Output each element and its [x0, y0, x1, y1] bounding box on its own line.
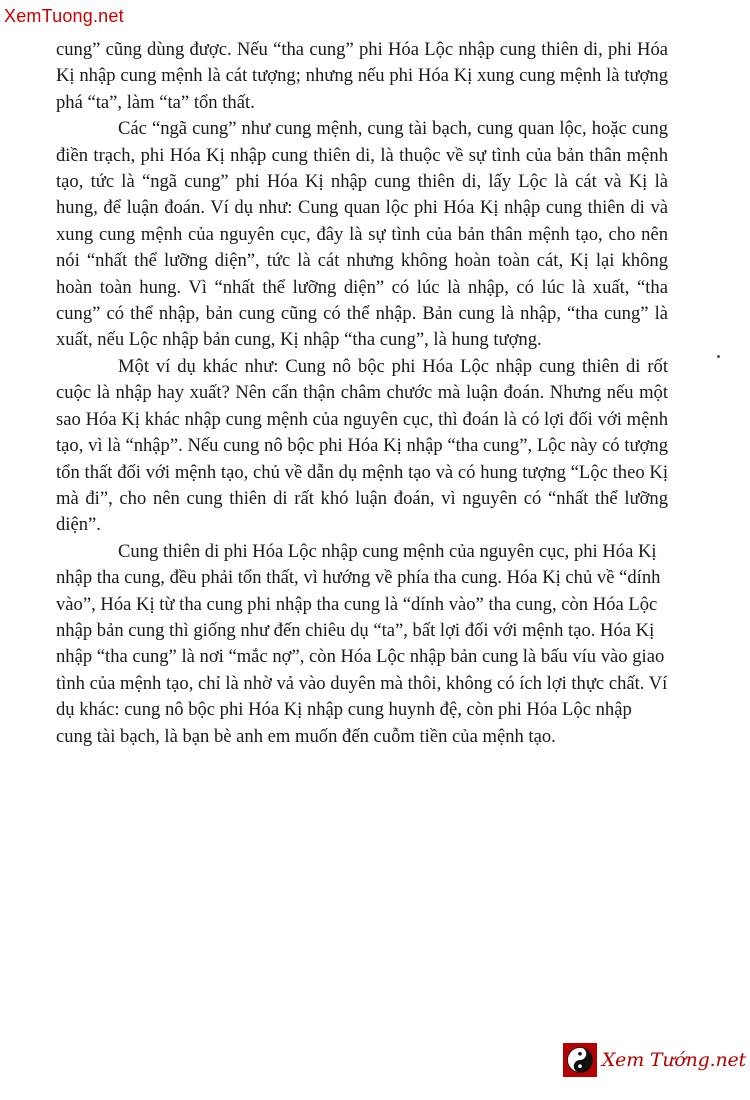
document-body: [56, 37, 668, 750]
paragraph-3: Một ví dụ khác như: Cung nô bộc phi Hóa Lộc nhập cung thiên di rốt cuộc là nhập hay xuất? Nên cẩn thận châm chước mà luận đoán. Nhưng nếu một sao Hóa Kị khác nhập cung mệnh của nguyên cục, thì đoán là có lợi đối với mệnh tạo, vì là “nhập”. Nếu cung nô bộc phi Hóa Kị nhập “tha cung”, Lộc này có tượng tổn thất đối với mệnh tạo, chủ về dẫn dụ mệnh tạo và có hung tượng “Lộc theo Kị mà đi”, cho nên cung thiên di rất khó luận đoán, vì nguyên có “nhất thể lưỡng diện”.: [56, 355, 668, 536]
paragraph-2: Các “ngã cung” như cung mệnh, cung tài bạch, cung quan lộc, hoặc cung điền trạch, phi Hóa Kị nhập cung thiên di, là thuộc về sự tình của bản thân mệnh tạo, tức là “ngã cung” phi Hóa Kị nhập cung thiên di, lấy Lộc là cát và Kị là hung, để luận đoán. Ví dụ như: Cung quan lộc phi Hóa Kị nhập cung thiên di và xung cung mệnh của nguyên cục, đây là sự tình của bản thân mệnh tạo, cho nên nói “nhất thể lưỡng diện”, tức là cát nhưng không hoàn toàn cát, Kị lại không hoàn toàn hung. Vì “nhất thể lưỡng diện” có lúc là nhập, có lúc là xuất, “tha cung” có thể nhập, bản cung cũng có thể nhập. Bản cung là nhập, “tha cung” là xuất, nếu Lộc nhập bản cung, Kị nhập “tha cung”, là hung tượng.: [56, 118, 668, 351]
yin-yang-icon: [567, 1047, 593, 1073]
watermark-text: XemTuong.net: [4, 6, 124, 26]
logo-text: Xem Tướng.net: [601, 1049, 746, 1071]
scan-speck: [717, 355, 720, 358]
paragraph-1: cung” cũng dùng được. Nếu “tha cung” phi Hóa Lộc nhập cung thiên di, phi Hóa Kị nhập cung mệnh là cát tượng; nhưng nếu phi Hóa Kị xung cung mệnh là tượng phá “ta”, làm “ta” tổn thất.: [56, 39, 668, 113]
paragraph-4: Cung thiên di phi Hóa Lộc nhập cung mệnh của nguyên cục, phi Hóa Kị nhập tha cung, đều phải tổn thất, vì hướng về phía tha cung. Hóa Kị chủ về “dính vào”, Hóa Kị từ tha cung phi nhập tha cung là “dính vào” tha cung, còn Hóa Lộc nhập bản cung thì giống như đến chiêu dụ “ta”, bất lợi đối với mệnh tạo. Hóa Kị nhập “tha cung” là nơi “mắc nợ”, còn Hóa Lộc nhập bản cung là bấu víu vào giao tình của mệnh tạo, chỉ là nhờ vả vào duyên mà thôi, không có ích lợi thực chất. Ví dụ khác: cung nô bộc phi Hóa Kị nhập cung huynh đệ, còn phi Hóa Lộc nhập cung tài bạch, là bạn bè anh em muốn đến cuỗm tiền của mệnh tạo.: [56, 540, 668, 747]
logo-badge: [563, 1043, 597, 1077]
footer-logo: [563, 1042, 746, 1078]
